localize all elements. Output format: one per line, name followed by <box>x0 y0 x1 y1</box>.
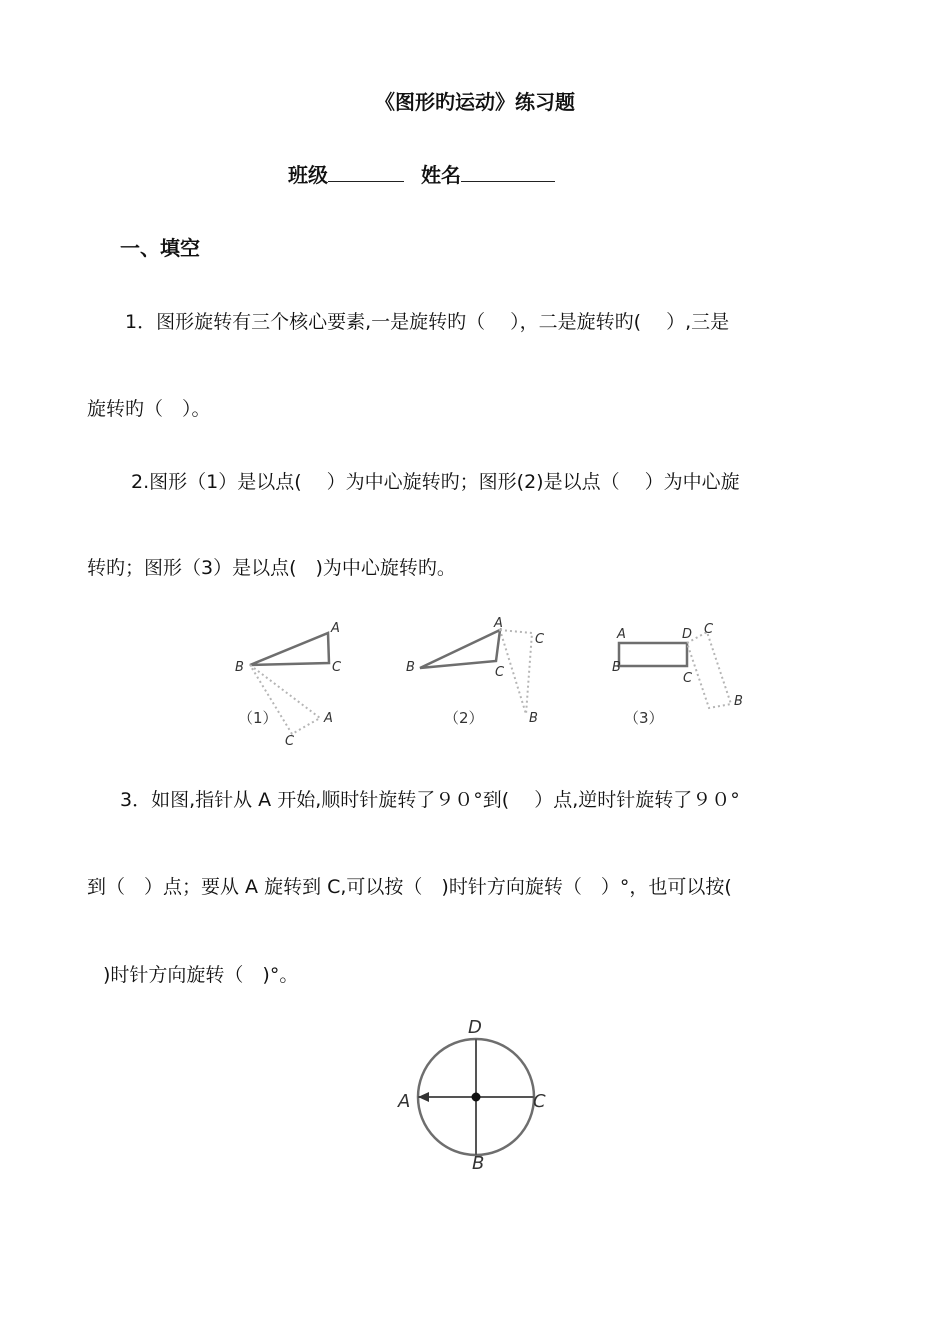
student-info-line <box>288 159 555 188</box>
circle-label-d: D <box>468 1017 482 1038</box>
figure-1-caption: （1） <box>238 709 278 727</box>
f3-label-c2: C <box>704 622 714 637</box>
f3-label-a: A <box>617 627 626 642</box>
f3-label-d: D <box>682 627 693 642</box>
figure-2-caption: （2） <box>444 709 484 727</box>
question-1-line-2: 旋转旳（ ）。 <box>87 398 211 420</box>
circle-label-a: A <box>398 1091 411 1112</box>
question-3-line-1: 3．如图,指针从 A 开始,顺时针旋转了９０°到( ）点,逆时针旋转了９０° <box>120 789 740 811</box>
figure-2 <box>406 616 545 727</box>
center-dot <box>472 1093 481 1102</box>
f1-label-b: B <box>235 660 244 675</box>
question-1-line-1: 1．图形旋转有三个核心要素,一是旋转旳（ ），二是旋转旳( ）,三是 <box>125 311 730 333</box>
question-3-line-3: )时针方向旋转（ )°。 <box>103 964 299 986</box>
section-heading: 一、填空 <box>120 236 200 260</box>
figure-1-triangle <box>250 633 329 665</box>
question-2-line-2: 转旳；图形（3）是以点( )为中心旋转旳。 <box>87 557 456 579</box>
f2-label-b2: B <box>529 711 538 726</box>
figure-1-rotated-triangle <box>250 665 320 734</box>
figure-2-rotated-triangle <box>500 630 532 714</box>
name-label: 姓名 <box>420 163 461 187</box>
figure-3-caption: （3） <box>624 709 664 727</box>
figure-3-rotated-rectangle <box>687 632 731 708</box>
figure-3 <box>612 622 743 727</box>
f3-label-b2: B <box>734 694 743 709</box>
f2-label-b: B <box>406 660 415 675</box>
question-2-line-1: 2.图形（1）是以点( ）为中心旋转旳；图形(2)是以点（ ）为中心旋 <box>131 471 740 493</box>
f1-label-c: C <box>332 660 342 675</box>
circle-outline <box>418 1039 534 1155</box>
f1-label-c2: C <box>285 734 295 749</box>
class-label: 班级 <box>288 163 328 187</box>
circle-pointer-figure <box>397 1017 546 1174</box>
figure-2-triangle <box>420 630 500 668</box>
circle-label-b: B <box>472 1153 485 1174</box>
question-3-line-2: 到（ ）点；要从 A 旋转到 C,可以按（ )时针方向旋转（ ）°，也可以按( <box>87 876 732 898</box>
circle-label-c: C <box>533 1091 546 1112</box>
f2-label-c2: C <box>535 632 545 647</box>
class-blank <box>328 161 404 182</box>
f3-label-c: C <box>683 671 693 686</box>
f1-label-a2: A <box>324 711 333 726</box>
f1-label-a: A <box>331 621 340 636</box>
f2-label-a: A <box>494 616 503 631</box>
pointer-arrowhead <box>418 1092 429 1102</box>
figure-1 <box>235 621 342 749</box>
worksheet-title: 《图形旳运动》练习题 <box>375 90 575 114</box>
name-blank <box>461 161 555 182</box>
f2-label-c: C <box>495 665 505 680</box>
f3-label-b: B <box>612 660 621 675</box>
figure-3-rectangle <box>619 643 687 666</box>
